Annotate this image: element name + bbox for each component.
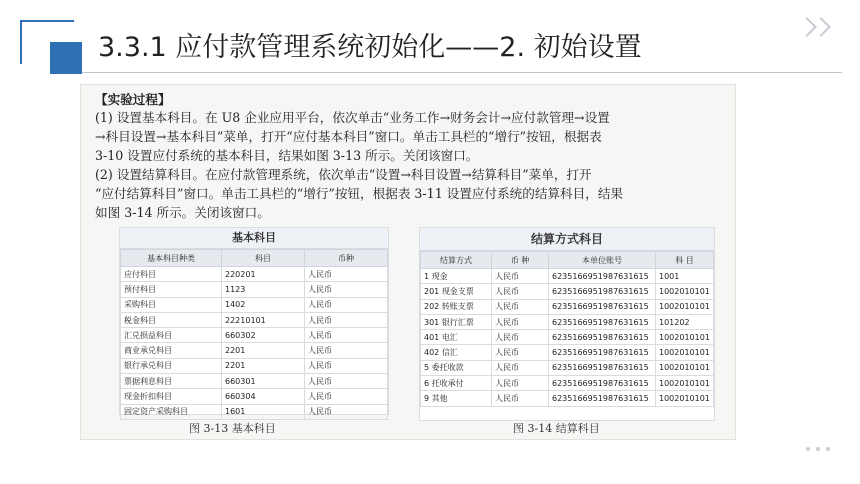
paragraph-line: (1) 设置基本科目。在 U8 企业应用平台，依次单击“业务工作→财务会计→应付款管理→设置	[95, 110, 610, 125]
column-header: 本单位账号	[549, 252, 656, 269]
table-cell: 固定资产采购科目	[121, 404, 222, 419]
table-cell: 22210101	[222, 312, 305, 327]
table-cell: 1002010101	[656, 391, 714, 406]
table-cell: 汇兑损益科目	[121, 328, 222, 343]
basic-table-row	[121, 328, 388, 343]
table-cell: 人民币	[305, 282, 388, 297]
table-cell: 6235166951987631615	[549, 284, 656, 299]
table-cell: 2201	[222, 358, 305, 373]
corner-dots-decoration	[798, 434, 838, 464]
table-cell: 6235166951987631615	[549, 391, 656, 406]
table-cell: 9 其他	[421, 391, 492, 406]
table-cell: 人民币	[492, 376, 549, 391]
basic-table-row	[121, 343, 388, 358]
figure-caption: 图 3-14 结算科目	[513, 422, 600, 435]
settlement-table-row	[421, 360, 714, 375]
table-cell: 1002010101	[656, 284, 714, 299]
column-header: 科 目	[656, 252, 714, 269]
table-cell: 采购科目	[121, 297, 222, 312]
paragraph-line: “应付结算科目”窗口。单击工具栏的“增行”按钮，根据表 3-11 设置应付系统的结算科目，结果	[95, 186, 624, 201]
figure-caption: 图 3-13 基本科目	[189, 422, 276, 435]
table-cell: 人民币	[305, 297, 388, 312]
paragraph-line: 3-10 设置应付系统的基本科目，结果如图 3-13 所示。关闭该窗口。	[95, 148, 479, 163]
table-cell: 现金折扣科目	[121, 389, 222, 404]
table-cell: 票据利息科目	[121, 374, 222, 389]
table-cell: 1 现金	[421, 269, 492, 284]
basic-table-row	[121, 358, 388, 373]
title-underline	[82, 72, 842, 73]
table-cell: 101202	[656, 314, 714, 329]
table-cell: 660302	[222, 328, 305, 343]
table-cell: 人民币	[305, 267, 388, 282]
table-cell: 6 托收承付	[421, 376, 492, 391]
textbook-excerpt	[80, 84, 736, 440]
table-cell: 1002010101	[656, 345, 714, 360]
column-header: 科目	[222, 250, 305, 267]
table-cell: 1001	[656, 269, 714, 284]
table-cell: 人民币	[305, 404, 388, 419]
table-cell: 6235166951987631615	[549, 376, 656, 391]
slide-title: 3.3.1 应付款管理系统初始化——2. 初始设置	[92, 28, 648, 68]
settlement-table-row	[421, 314, 714, 329]
settlement-table-row	[421, 330, 714, 345]
title-square-decoration	[50, 42, 82, 74]
settlement-table-row	[421, 269, 714, 284]
table-cell: 人民币	[305, 358, 388, 373]
table-cell: 6235166951987631615	[549, 330, 656, 345]
settlement-subject-window	[419, 227, 715, 421]
table-cell: 6235166951987631615	[549, 345, 656, 360]
table-cell: 人民币	[492, 269, 549, 284]
settlement-table-row	[421, 284, 714, 299]
basic-table-row	[121, 267, 388, 282]
settlement-table-row	[421, 376, 714, 391]
table-cell: 商业承兑科目	[121, 343, 222, 358]
table-cell: 人民币	[492, 314, 549, 329]
table-cell: 301 银行汇票	[421, 314, 492, 329]
table-cell: 1002010101	[656, 330, 714, 345]
table-cell: 6235166951987631615	[549, 299, 656, 314]
table-cell: 220201	[222, 267, 305, 282]
settlement-subject-table	[420, 251, 714, 407]
table-cell: 银行承兑科目	[121, 358, 222, 373]
basic-table-row	[121, 404, 388, 419]
table-cell: 人民币	[492, 284, 549, 299]
table-cell: 1002010101	[656, 299, 714, 314]
table-cell: 人民币	[492, 360, 549, 375]
table-cell: 401 电汇	[421, 330, 492, 345]
table-cell: 人民币	[492, 391, 549, 406]
table-cell: 应付科目	[121, 267, 222, 282]
table-cell: 人民币	[305, 328, 388, 343]
table-cell: 人民币	[492, 345, 549, 360]
table-cell: 2201	[222, 343, 305, 358]
basic-table-title: 基本科目	[120, 228, 388, 249]
table-cell: 1002010101	[656, 360, 714, 375]
table-cell: 660301	[222, 374, 305, 389]
table-cell: 人民币	[305, 374, 388, 389]
column-header: 基本科目种类	[121, 250, 222, 267]
table-cell: 201 现金支票	[421, 284, 492, 299]
table-cell: 202 转账支票	[421, 299, 492, 314]
table-cell: 6235166951987631615	[549, 269, 656, 284]
basic-subject-window	[119, 227, 389, 415]
table-cell: 人民币	[492, 299, 549, 314]
table-cell: 6235166951987631615	[549, 360, 656, 375]
table-cell: 660304	[222, 389, 305, 404]
settlement-table-row	[421, 345, 714, 360]
table-cell: 人民币	[492, 330, 549, 345]
settlement-table-title: 结算方式科目	[420, 228, 714, 251]
table-cell: 1123	[222, 282, 305, 297]
table-cell: 税金科目	[121, 312, 222, 327]
paragraph-line: →科目设置→基本科目”菜单，打开“应付基本科目”窗口。单击工具栏的“增行”按钮，根据表	[95, 129, 602, 144]
table-cell: 402 信汇	[421, 345, 492, 360]
table-cell: 1402	[222, 297, 305, 312]
table-cell: 1601	[222, 404, 305, 419]
corner-chevron-decoration	[798, 20, 838, 50]
section-heading: 【实验过程】	[95, 92, 171, 107]
table-cell: 6235166951987631615	[549, 314, 656, 329]
paragraph-line: 如图 3-14 所示。关闭该窗口。	[95, 205, 270, 220]
basic-table-row	[121, 374, 388, 389]
basic-table-row	[121, 312, 388, 327]
table-cell: 5 委托收款	[421, 360, 492, 375]
basic-table-row	[121, 282, 388, 297]
table-cell: 人民币	[305, 343, 388, 358]
table-cell: 预付科目	[121, 282, 222, 297]
settlement-table-row	[421, 299, 714, 314]
column-header: 币种	[305, 250, 388, 267]
settlement-table-row	[421, 391, 714, 406]
basic-table-row	[121, 389, 388, 404]
column-header: 币 种	[492, 252, 549, 269]
basic-table-row	[121, 297, 388, 312]
table-cell: 人民币	[305, 312, 388, 327]
table-cell: 人民币	[305, 389, 388, 404]
column-header: 结算方式	[421, 252, 492, 269]
paragraph-line: (2) 设置结算科目。在应付款管理系统，依次单击“设置→科目设置→结算科目”菜单，打开	[95, 167, 592, 182]
basic-subject-table	[120, 249, 388, 420]
table-cell: 1002010101	[656, 376, 714, 391]
